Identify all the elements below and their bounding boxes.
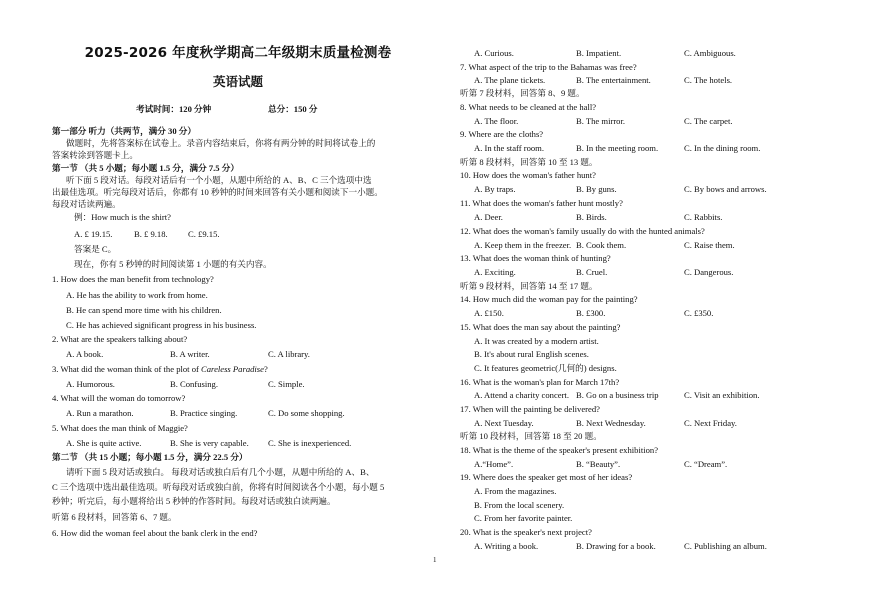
answer-option: C. From her favorite painter. [474,513,573,523]
question-1-option-a: A. He has the ability to work from home. [66,290,208,300]
question-4: 4. What will the woman do tomorrow? [52,393,186,403]
question: 10. How does the woman's father hunt? [460,170,596,180]
material-note: 听第 8 段材料，回答第 10 至 13 题。 [460,157,598,167]
question-3-option-c: C. Simple. [268,379,305,389]
answer-option: B. From the local scenery. [474,500,565,510]
question-5-option-a: A. She is quite active. [66,438,142,448]
answer-option-c: C. By bows and arrows. [684,184,767,194]
material-note: 听第 10 段材料，回答第 18 至 20 题。 [460,431,602,441]
question: 7. What aspect of the trip to the Bahamas was free? [460,62,637,72]
question-5: 5. What does the man think of Maggie? [52,423,188,433]
question-2-option-b: B. A writer. [170,349,210,359]
answer-option-c: C. Ambiguous. [684,48,736,58]
answer-option-b: B. The entertainment. [576,75,651,85]
instruction-line: 听下面 5 段对话。每段对话后有一个小题，从题中所给的 A、B、C 三个选项中选 [66,175,372,185]
question-3-option-a: A. Humorous. [66,379,115,389]
answer-option: A. From the magazines. [474,486,557,496]
instruction-line: 答案转涂到答题卡上。 [52,150,138,160]
answer-option-a: A. Next Tuesday. [474,418,534,428]
question: 15. What does the man say about the painting? [460,322,621,332]
answer-option-a: A. Curious. [474,48,514,58]
page-number: 1 [433,556,437,564]
question-6: 6. How did the woman feel about the bank clerk in the end? [52,528,258,538]
question-1: 1. How does the man benefit from technology? [52,274,214,284]
example-answer: 答案是 C。 [74,244,117,254]
section-heading: 第一节 （共 5 小题；每小题 1.5 分，满分 7.5 分） [52,163,239,173]
question-4-option-a: A. Run a marathon. [66,408,134,418]
example-option: B. £ 9.18. [134,229,168,239]
answer-option-c: C. Publishing an album. [684,541,767,551]
question-5-option-b: B. She is very capable. [170,438,249,448]
answer-option-c: C. The carpet. [684,116,733,126]
question: 18. What is the theme of the speaker's present exhibition? [460,445,659,455]
question-1-option-b: B. He can spend more time with his children. [66,305,222,315]
answer-option: B. It's about rural English scenes. [474,349,589,359]
answer-option-a: A. Exciting. [474,267,516,277]
question: 20. What is the speaker's next project? [460,527,592,537]
material-note: 听第 7 段材料，回答第 8、9 题。 [460,88,585,98]
exam-time: 考试时间：120 分钟 [136,104,212,114]
answer-option-b: B. Birds. [576,212,607,222]
question-2: 2. What are the speakers talking about? [52,334,188,344]
example-question: 例：How much is the shirt? [74,212,171,222]
answer-option: A. It was created by a modern artist. [474,336,599,346]
answer-option-a: A. Attend a charity concert. [474,390,569,400]
exam-title: 2025-2026 年度秋学期高二年级期末质量检测卷 [84,45,392,61]
answer-option-a: A. Deer. [474,212,503,222]
answer-option-a: A.“Home”. [474,459,514,469]
answer-option-b: B. “Beauty”. [576,459,621,469]
exam-subject: 英语试题 [212,74,263,89]
answer-option-c: C. In the dining room. [684,143,761,153]
question-2-option-c: C. A library. [268,349,310,359]
answer-option-c: C. £350. [684,308,714,318]
question: 8. What needs to be cleaned at the hall? [460,102,597,112]
instruction-line: 每段对话读两遍。 [52,199,121,209]
instruction-line: 请听下面 5 段对话或独白。 每段对话或独白后有几个小题，从题中所给的 A、B、 [66,467,375,477]
section-heading: 第二节 （共 15 小题；每小题 1.5 分，满分 22.5 分） [52,452,248,462]
question-4-option-c: C. Do some shopping. [268,408,345,418]
answer-option-c: C. Dangerous. [684,267,734,277]
question: 14. How much did the woman pay for the painting? [460,294,638,304]
question: 17. When will the painting be delivered? [460,404,600,414]
question-2-option-a: A. A book. [66,349,104,359]
instruction-line: 做题时，先将答案标在试卷上。录音内容结束后，你将有两分钟的时间将试卷上的 [66,138,376,148]
answer-option-b: B. The mirror. [576,116,626,126]
material-note: 听第 6 段材料，回答第 6、7 题。 [52,512,177,522]
answer-option-b: B. Next Wednesday. [576,418,646,428]
answer-option-a: A. Writing a book. [474,541,539,551]
exam-score: 总分：150 分 [268,104,318,114]
answer-option-c: C. Rabbits. [684,212,723,222]
question: 16. What is the woman's plan for March 17th? [460,377,620,387]
answer-option-b: B. Impatient. [576,48,622,58]
example-option: C. £9.15. [188,229,220,239]
answer-option-b: B. By guns. [576,184,617,194]
answer-option-b: B. Cook them. [576,240,627,250]
instruction-line: 秒钟；听完后，每小题将给出 5 秒钟的作答时间。每段对话或独白读两遍。 [52,496,336,506]
answer-option-b: B. Go on a business trip [576,390,659,400]
answer-option-c: C. Visit an exhibition. [684,390,760,400]
answer-option-c: C. Next Friday. [684,418,737,428]
answer-option-a: A. The plane tickets. [474,75,546,85]
answer-option-b: B. In the meeting room. [576,143,659,153]
question: 19. Where does the speaker get most of her ideas? [460,472,633,482]
answer-option-b: B. Drawing for a book. [576,541,656,551]
question-3-option-b: B. Confusing. [170,379,218,389]
answer-option-a: A. By traps. [474,184,516,194]
question-4-option-b: B. Practice singing. [170,408,238,418]
answer-option-c: C. Raise them. [684,240,735,250]
material-note: 听第 9 段材料，回答第 14 至 17 题。 [460,281,598,291]
answer-option-b: B. £300. [576,308,606,318]
answer-option-c: C. The hotels. [684,75,733,85]
answer-option-a: A. In the staff room. [474,143,545,153]
question-1-option-c: C. He has achieved significant progress in his business. [66,320,257,330]
question: 12. What does the woman's family usually do with the hunted animals? [460,226,705,236]
part-heading: 第一部分 听力（共两节，满分 30 分） [52,126,196,136]
answer-option-a: A. The floor. [474,116,519,126]
instruction-line: 出最佳选项。听完每段对话后，你都有 10 秒钟的时间来回答有关小题和阅读下一小题。 [52,187,383,197]
answer-option-a: A. Keep them in the freezer. [474,240,572,250]
question-5-option-c: C. She is inexperienced. [268,438,352,448]
answer-option-c: C. “Dream”. [684,459,728,469]
answer-option-a: A. £150. [474,308,504,318]
question: 11. What does the woman's father hunt mostly? [460,198,623,208]
question: 13. What does the woman think of hunting? [460,253,611,263]
instruction-line: C 三个选项中选出最佳选项。听每段对话或独白前，你将有时间阅读各个小题，每小题 5 [52,482,385,492]
answer-option: C. It features geometric(几何的) designs. [474,363,617,373]
answer-option-b: B. Cruel. [576,267,608,277]
example-option: A. £ 19.15. [74,229,113,239]
instruction-line: 现在，你有 5 秒钟的时间阅读第 1 小题的有关内容。 [74,259,272,269]
question-3: 3. What did the woman think of the plot of Careless Paradise? [52,364,268,374]
question: 9. Where are the cloths? [460,129,544,139]
